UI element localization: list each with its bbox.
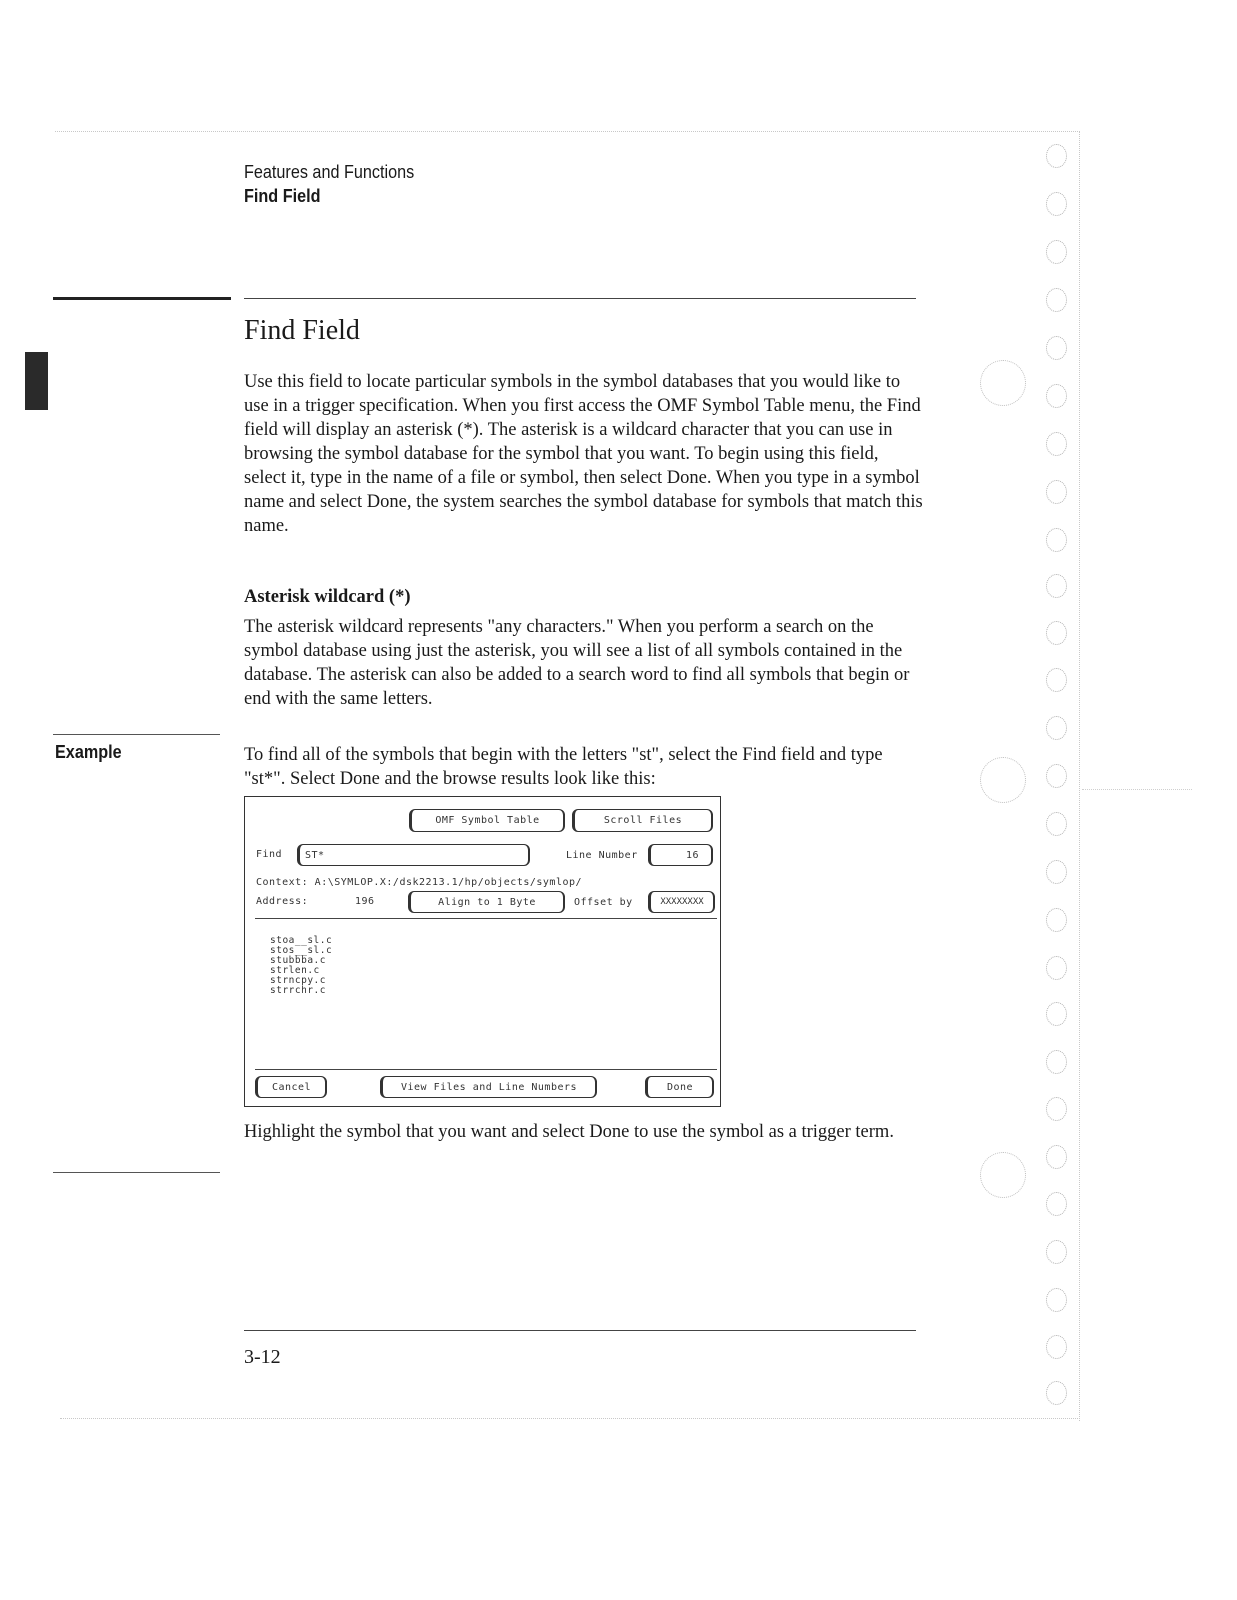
symbol-item[interactable]: stoa__sl.c (270, 935, 333, 946)
intro-paragraph: Use this field to locate particular symbols in the symbol databases that you would like to use in a trigger specification. When you first access the OMF Symbol Table menu, the Find field will display an asterisk (*). The asterisk is a wildcard character that you can use in browsing the symbol database for the symbol that you want. To begin using this field, select it, type in the name of a file or symbol, then select Done. When you type in a symbol name and select Done, the system searches the symbol database for symbols that match this name. (244, 372, 923, 536)
punch-hole (1046, 1192, 1067, 1216)
find-label: Find (256, 849, 283, 860)
cancel-button[interactable]: Cancel (255, 1076, 327, 1098)
chapter-tab-marker (25, 352, 48, 410)
screen-divider (255, 918, 717, 919)
punch-hole (1046, 480, 1067, 504)
punch-hole (1046, 432, 1067, 456)
punch-hole (1046, 908, 1067, 932)
right-dotted-edge (1079, 131, 1080, 1421)
punch-hole (1046, 860, 1067, 884)
example-end-rule (53, 1172, 220, 1173)
punch-hole (1046, 621, 1067, 645)
asterisk-paragraph: The asterisk wildcard represents "any characters." When you perform a search on the symbol database using just the asterisk, you will see a list of all symbols contained in the database. The asterisk can also be added to a search word to find all symbols that begin or end with the same letters. (244, 617, 910, 709)
punch-hole (1046, 240, 1067, 264)
example-rule (53, 734, 220, 735)
symbol-item[interactable]: strlen.c (270, 965, 320, 976)
omf-symbol-table-button[interactable]: OMF Symbol Table (409, 809, 565, 832)
punch-hole (1046, 574, 1067, 598)
punch-hole (1046, 144, 1067, 168)
example-label: Example (55, 742, 122, 762)
punch-hole (1046, 528, 1067, 552)
punch-hole (1046, 956, 1067, 980)
page-number: 3-12 (244, 1346, 281, 1368)
punch-hole (1046, 1240, 1067, 1264)
punch-hole (1046, 1145, 1067, 1169)
address-label: Address: (256, 896, 309, 907)
punch-hole (1046, 1002, 1067, 1026)
binder-ring-hole (980, 1152, 1026, 1198)
running-header-section: Features and Functions (244, 162, 415, 182)
offset-label: Offset by (574, 897, 633, 908)
bottom-dotted-edge (60, 1418, 1080, 1419)
context-path: Context: A:\SYMLOP.X:/dsk2213.1/hp/objects/symlop/ (256, 877, 583, 888)
offset-field[interactable]: XXXXXXXX (648, 891, 715, 913)
punch-hole (1046, 764, 1067, 788)
punch-hole (1046, 668, 1067, 692)
screen-divider-bottom (255, 1069, 717, 1070)
symbol-results-list (270, 936, 332, 996)
binder-ring-hole (980, 757, 1026, 803)
punch-hole (1046, 336, 1067, 360)
symbol-item[interactable]: stubbba.c (270, 955, 326, 966)
punch-hole (1046, 1050, 1067, 1074)
find-input[interactable]: ST* (297, 844, 530, 866)
asterisk-heading: Asterisk wildcard (*) (244, 587, 411, 607)
punch-hole (1046, 1288, 1067, 1312)
section-rule-thick (53, 297, 231, 300)
punch-hole (1046, 1381, 1067, 1405)
scroll-files-button[interactable]: Scroll Files (572, 809, 713, 832)
symbol-item[interactable]: strncpy.c (270, 975, 326, 986)
punch-hole (1046, 1335, 1067, 1359)
address-value: 196 (355, 896, 375, 907)
symbol-item[interactable]: stos__sl.c (270, 945, 333, 956)
line-number-label: Line Number (566, 850, 638, 861)
page-title: Find Field (244, 315, 360, 346)
running-header-subsection: Find Field (244, 186, 321, 206)
punch-hole (1046, 192, 1067, 216)
punch-hole (1046, 384, 1067, 408)
line-number-field[interactable]: 16 (648, 844, 713, 866)
section-rule (244, 298, 916, 299)
align-byte-button[interactable]: Align to 1 Byte (408, 891, 565, 913)
after-example-paragraph: Highlight the symbol that you want and select Done to use the symbol as a trigger term. (244, 1122, 894, 1142)
punch-hole (1046, 288, 1067, 312)
punch-hole (1046, 1097, 1067, 1121)
example-paragraph: To find all of the symbols that begin with the letters "st", select the Find field and type "st*". Select Done and the browse results look like this: (244, 745, 883, 789)
punch-hole (1046, 716, 1067, 740)
top-dotted-edge (55, 131, 1080, 132)
done-button[interactable]: Done (645, 1076, 714, 1098)
omf-symbol-screen (244, 796, 721, 1107)
side-dotted-line (1082, 789, 1192, 790)
view-files-button[interactable]: View Files and Line Numbers (380, 1076, 597, 1098)
symbol-item[interactable]: strrchr.c (270, 985, 326, 996)
punch-hole (1046, 812, 1067, 836)
binder-ring-hole (980, 360, 1026, 406)
footer-rule (244, 1330, 916, 1331)
